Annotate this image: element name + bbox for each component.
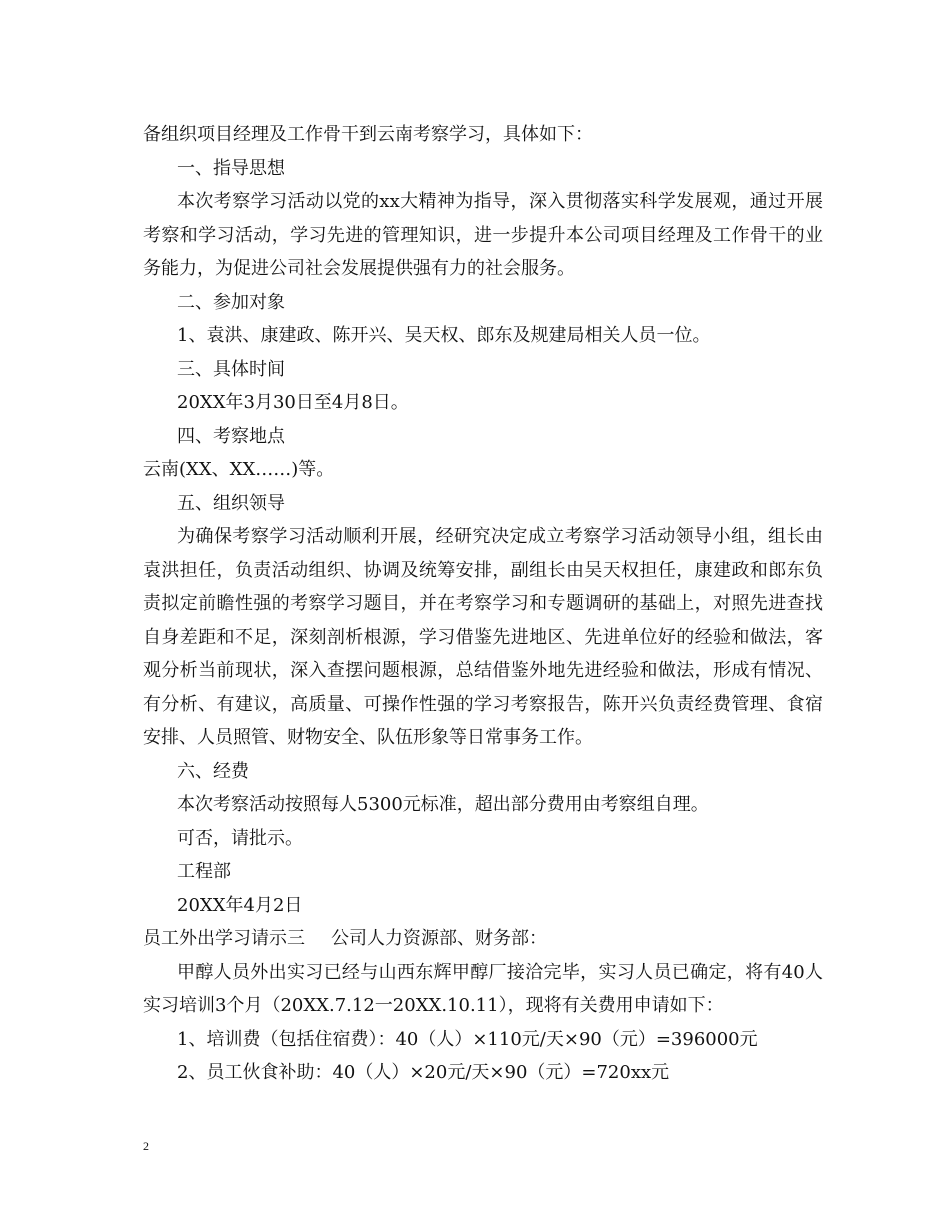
- recipient-line: 公司人力资源部、财务部：: [331, 928, 547, 949]
- text-line: 可否，请批示。: [177, 827, 303, 849]
- text-line: 20XX年3月30日至4月8日。: [177, 392, 409, 413]
- paragraph: 为确保考察学习活动顺利开展，经研究决定成立考察学习活动领导小组，组长由袁洪担任，负责活动组织、协调及统筹安排，副组长由吴天权担任，康建政和郎东负责拟定前瞻性强的考察学习题目，并在考察学习和专题调研的基础上，对照先进查找自身差距和不足，深刻剖析根源，学习借鉴先进地区、先进单位好的经验和做法，客观分析当前现状，深入查摆问题根源，总结借鉴外地先进经验和做法，形成有情况、有分析、有建议，高质量、可操作性强的学习考察报告，陈开兴负责经费管理、食宿安排、人员照管、财物安全、队伍形象等日常事务工作。: [143, 526, 823, 748]
- paragraph: 甲醇人员外出实习已经与山西东辉甲醇厂接洽完毕，实习人员已确定，将有40人实习培训3个月（20XX.7.12一20XX.10.11），现将有关费用申请如下：: [143, 961, 823, 1016]
- request-heading-row: [143, 922, 823, 956]
- section-heading: 六、经费: [177, 760, 249, 782]
- section-heading: 五、组织领导: [177, 492, 285, 514]
- page-number: 2: [143, 1139, 149, 1153]
- request-title: 员工外出学习请示三: [143, 928, 305, 949]
- text-line: 1、袁洪、康建政、陈开兴、吴天权、郎东及规建局相关人员一位。: [177, 325, 711, 346]
- department-signature: 工程部: [177, 861, 231, 882]
- section-heading: 四、考察地点: [177, 425, 285, 447]
- document-body: [143, 118, 823, 1090]
- section-heading: 二、参加对象: [177, 291, 285, 313]
- cost-item: 2、员工伙食补助：40（人）×20元/天×90（元）=720xx元: [177, 1062, 670, 1083]
- text-line: 云南(XX、XX……)等。: [143, 459, 335, 480]
- document-date: 20XX年4月2日: [177, 894, 303, 916]
- section-heading: 三、具体时间: [177, 358, 285, 380]
- paragraph: 本次考察学习活动以党的xx大精神为指导，深入贯彻落实科学发展观，通过开展考察和学习活动，学习先进的管理知识，进一步提升本公司项目经理及工作骨干的业务能力，为促进公司社会发展提供强有力的社会服务。: [143, 191, 823, 279]
- text-line: 备组织项目经理及工作骨干到云南考察学习，具体如下：: [143, 124, 593, 145]
- text-line: 本次考察活动按照每人5300元标准，超出部分费用由考察组自理。: [177, 794, 709, 815]
- section-heading: 一、指导思想: [177, 157, 285, 179]
- cost-item: 1、培训费（包括住宿费）：40（人）×110元/天×90（元）=396000元: [177, 1028, 758, 1050]
